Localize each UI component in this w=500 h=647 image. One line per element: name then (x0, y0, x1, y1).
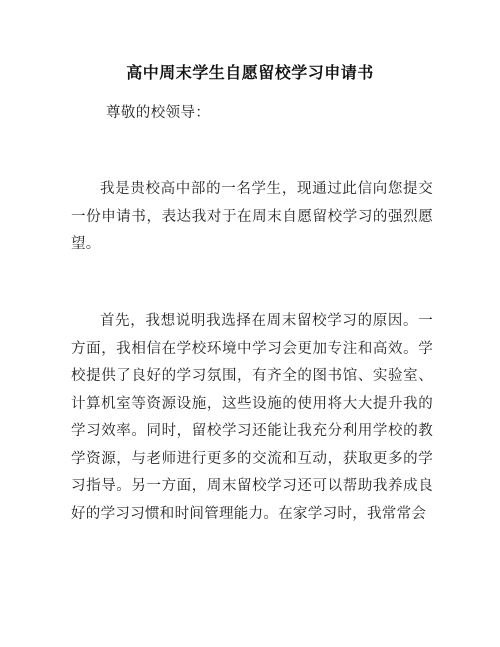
salutation: 尊敬的校领导： (106, 105, 211, 121)
document-title: 高中周末学生自愿留校学习申请书 (126, 63, 374, 82)
paragraph-2: 首先，我想说明我选择在周末留校学习的原因。一方面，我相信在学校环境中学习会更加专注和高效。学校提供了良好的学习氛围，有齐全的图书馆、实验室、计算机室等资源设施，这些设施的使用将大大提升我的学习效率。同时，留校学习还能让我充分利用学校的教学资源，与老师进行更多的交流和互动，获取更多的学习指导。另一方面，周末留校学习还可以帮助我养成良好的学习习惯和时间管理能力。在家学习时，我常常会 (71, 313, 433, 522)
paragraph-1: 我是贵校高中部的一名学生，现通过此信向您提交一份申请书，表达我对于在周末自愿留校学习的强烈愿望。 (71, 181, 433, 252)
